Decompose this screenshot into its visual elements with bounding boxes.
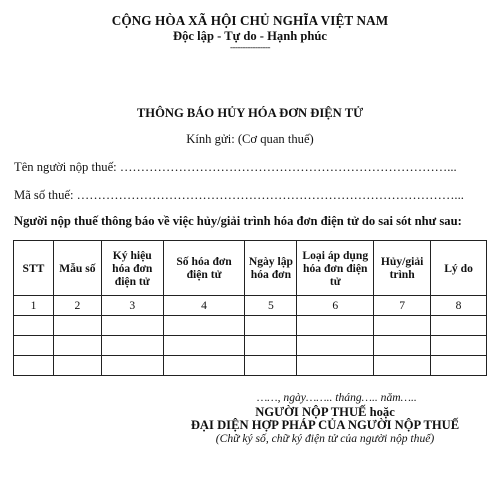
invoice-cancellation-table <box>13 240 487 376</box>
statement-text: Người nộp thuế thông báo về việc hủy/giải trình hóa đơn điện tử do sai sót như sau: <box>14 214 462 228</box>
header-stt: STT <box>14 241 54 296</box>
tax-code-field: Mã số thuế: ………………………………………………………………………………... <box>14 188 464 202</box>
table-cell <box>297 356 374 376</box>
table-cell <box>245 316 297 336</box>
table-cell <box>14 356 54 376</box>
table-row <box>14 296 487 316</box>
table-cell <box>101 356 163 376</box>
table-row <box>14 356 487 376</box>
table-cell <box>53 336 101 356</box>
table-cell <box>374 316 431 336</box>
signature-note: (Chữ ký số, chữ ký điện tử của người nộp thuế) <box>215 432 435 445</box>
table-cell <box>53 356 101 376</box>
table-cell <box>431 356 487 376</box>
table-row <box>14 316 487 336</box>
header-reason: Lý do <box>431 241 487 296</box>
header-invoice-number: Số hóa đơn điện tử <box>163 241 245 296</box>
signer-title-line-1: NGƯỜI NỘP THUẾ hoặc <box>255 405 395 419</box>
table-header-row <box>14 241 487 296</box>
column-number: 7 <box>374 296 431 316</box>
national-motto: Độc lập - Tự do - Hạnh phúc <box>173 29 327 43</box>
column-number: 3 <box>101 296 163 316</box>
header-cancel-explain: Hủy/giải trình <box>374 241 431 296</box>
table-cell <box>374 336 431 356</box>
table-cell <box>101 316 163 336</box>
table-cell <box>163 316 245 336</box>
table-row <box>14 336 487 356</box>
table-cell <box>14 336 54 356</box>
column-number: 6 <box>297 296 374 316</box>
date-line: ……, ngày…….. tháng….. năm….. <box>257 391 417 404</box>
taxpayer-name-field: Tên người nộp thuế: ……………………………………………………………………... <box>14 160 457 174</box>
table-cell <box>163 356 245 376</box>
table-cell <box>297 316 374 336</box>
national-title: CỘNG HÒA XÃ HỘI CHỦ NGHĨA VIỆT NAM <box>111 13 389 28</box>
header-invoice-date: Ngày lập hóa đơn <box>245 241 297 296</box>
table-cell <box>297 336 374 356</box>
table-cell <box>431 316 487 336</box>
column-number: 2 <box>53 296 101 316</box>
column-number: 1 <box>14 296 54 316</box>
table-cell <box>101 336 163 356</box>
table-cell <box>163 336 245 356</box>
recipient-line: Kính gửi: (Cơ quan thuế) <box>186 132 314 146</box>
signer-title-line-2: ĐẠI DIỆN HỢP PHÁP CỦA NGƯỜI NỘP THUẾ <box>190 418 460 432</box>
table-cell <box>245 356 297 376</box>
motto-underline: ---------------- <box>230 42 270 52</box>
header-invoice-type: Loại áp dụng hóa đơn điện tử <box>297 241 374 296</box>
header-form-number: Mẫu số <box>53 241 101 296</box>
table-cell <box>374 356 431 376</box>
table-cell <box>14 316 54 336</box>
column-number: 5 <box>245 296 297 316</box>
table-cell <box>53 316 101 336</box>
table-cell <box>431 336 487 356</box>
document-title: THÔNG BÁO HỦY HÓA ĐƠN ĐIỆN TỬ <box>136 106 364 120</box>
column-number: 4 <box>163 296 245 316</box>
column-number: 8 <box>431 296 487 316</box>
table-cell <box>245 336 297 356</box>
header-invoice-symbol: Ký hiệu hóa đơn điện tử <box>101 241 163 296</box>
